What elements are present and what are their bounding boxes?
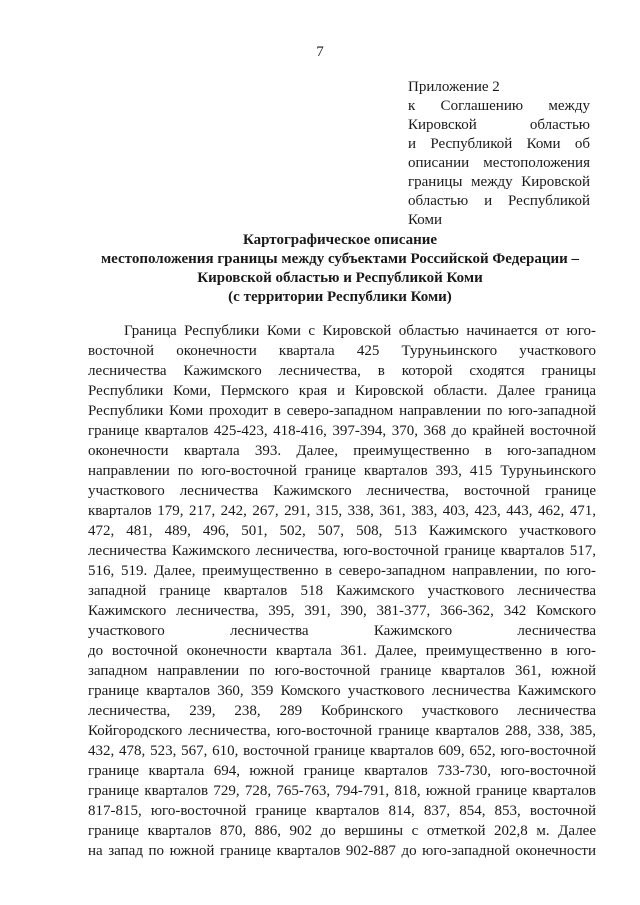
body-line: 432, 478, 523, 567, 610, восточной границе кварталов 609, 652, юго-восточной [88,743,596,759]
body-line: границе кварталов 870, 886, 902 до вершины с отметкой 202,8 м. Далее [88,823,596,839]
body-line: восточной оконечности квартала 425 Туруньинского участкового [88,343,596,359]
appendix-line: границы между Кировской [408,174,590,190]
appendix-line: к Соглашению между [408,98,590,114]
body-line: лесничества Кажимского лесничества, юго-восточной границе кварталов 517, [88,543,596,559]
page-number: 7 [316,44,324,60]
title-line: Картографическое описание [242,232,438,248]
appendix-line: и Республикой Коми об [408,136,590,152]
body-line: 472, 481, 489, 496, 501, 502, 507, 508, 513 Кажимского участкового [88,523,596,539]
body-line: Республики Коми проходит в северо-западном направлении по юго-западной [88,403,596,419]
body-line: Республики Коми, Пермского края и Кировской области. Далее граница [88,383,596,399]
appendix-line: описании местоположения [408,155,590,171]
document-title [60,231,620,307]
body-line: участкового лесничества Кажимского лесничества [88,623,596,639]
title-line: Кировской областью и Республикой Коми [197,270,483,286]
appendix-line: Приложение 2 [408,79,500,95]
body-line: Граница Республики Коми с Кировской областью начинается от юго- [124,323,596,339]
appendix-line: областью и Республикой [408,193,590,209]
body-line: направлении по юго-восточной границе кварталов 393, 415 Туруньинского [88,463,596,479]
body-line: 817-815, юго-восточной границе кварталов 814, 837, 854, 853, восточной [88,803,596,819]
body-line: лесничества, 239, 238, 289 Кобринского участкового лесничества [88,703,596,719]
body-line: участкового лесничества Кажимского лесничества, восточной границе [88,483,596,499]
body-paragraph [88,321,596,861]
body-line: 516, 519. Далее, преимущественно в северо-западном направлении, по юго- [88,563,596,579]
body-line: границе кварталов 729, 728, 765-763, 794-791, 818, южной границе кварталов [88,783,596,799]
title-line: (с территории Республики Коми) [228,289,452,305]
appendix-block [408,78,590,230]
body-line: границе квартала 694, южной границе кварталов 733-730, юго-восточной [88,763,596,779]
appendix-line: Кировской областью [408,117,590,133]
body-line: до восточной оконечности квартала 361. Далее, преимущественно в юго- [88,643,596,659]
body-line: кварталов 179, 217, 242, 267, 291, 315, 338, 361, 383, 403, 423, 443, 462, 471, [88,503,596,519]
body-line: границе кварталов 360, 359 Комского участкового лесничества Кажимского [88,683,596,699]
body-line: Кажимского лесничества, 395, 391, 390, 381-377, 366-362, 342 Комского [88,603,596,619]
appendix-line: Коми [408,212,442,228]
body-line: оконечности квартала 393. Далее, преимущественно в юго-западном [88,443,596,459]
title-line: местоположения границы между субъектами Российской Федерации – [100,251,580,267]
body-line: лесничества Кажимского лесничества, в которой сходятся границы [88,363,596,379]
body-line: на запад по южной границе кварталов 902-887 до юго-западной оконечности [88,843,596,859]
body-line: границе кварталов 425-423, 418-416, 397-394, 370, 368 до крайней восточной [88,423,596,439]
body-line: Койгородского лесничества, юго-восточной границе кварталов 288, 338, 385, [88,723,596,739]
body-line: западном направлении по юго-восточной границе кварталов 361, южной [88,663,596,679]
body-line: западной границе кварталов 518 Кажимского участкового лесничества [88,583,596,599]
